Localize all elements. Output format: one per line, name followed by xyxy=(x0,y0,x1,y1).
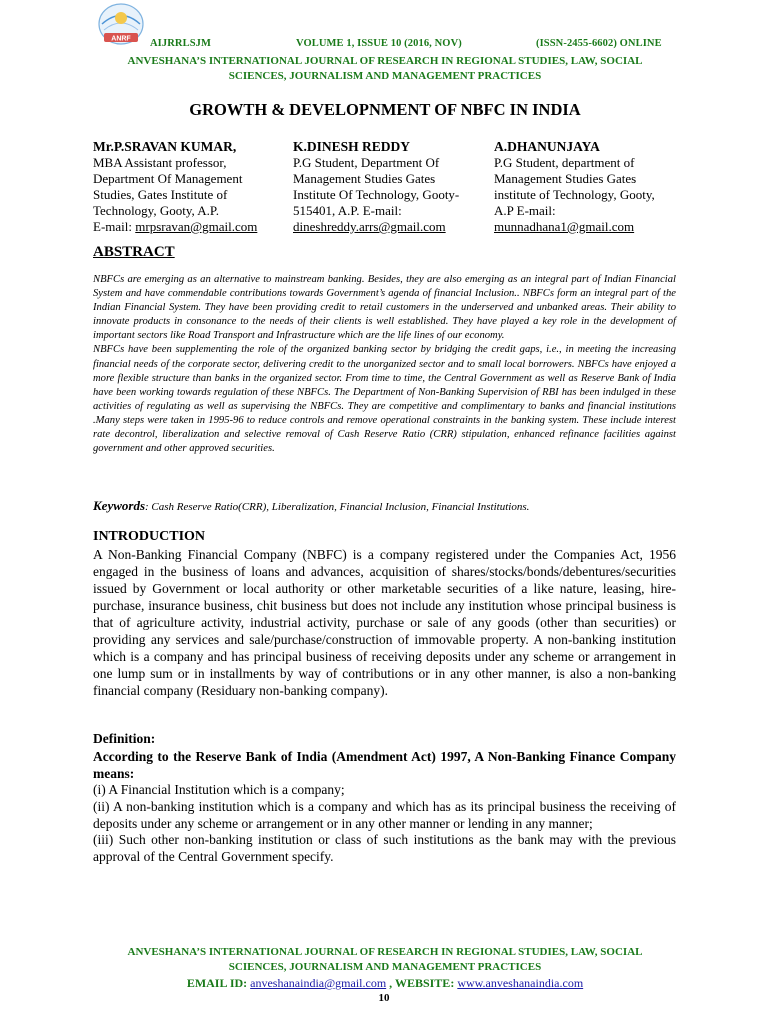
abstract-paragraph-1: NBFCs are emerging as an alternative to mainstream banking. Besides, they are also emerging as an integral part of Indian Financial System and have commendable contributions towards Government’s agenda of financial Inclusion.. NBFCs form an integral part of the Indian Financial System. They have been providing credit to retail customers in the underserved and unbanked areas. Their ability to innovate products in consonance to the needs of their clients is well established. They have played a key role in the development of important sectors like Road Transport and Infrastructure which are the life lines of our economy. xyxy=(93,274,676,342)
author-email[interactable]: munnadhana1@gmail.com xyxy=(494,219,635,234)
definition-item: (iii) Such other non-banking institution or class of such institutions as the bank may with the previous approval of the Central Government specify. xyxy=(93,832,676,865)
author-email[interactable]: dineshreddy.arrs@gmail.com xyxy=(293,219,446,234)
definition-item: (i) A Financial Institution which is a company; xyxy=(93,782,345,797)
author-name: A.DHANUNJAYA xyxy=(494,139,600,154)
author-affiliation: P.G Student, department of Management Studies Gates institute of Technology, Gooty, A.P E-mail: xyxy=(494,155,655,218)
author-name: K.DINESH REDDY xyxy=(293,139,411,154)
logo-text: ANRF xyxy=(111,35,131,43)
footer-website-link[interactable]: www.anveshanaindia.com xyxy=(457,976,584,990)
author-email-label: E-mail: xyxy=(93,219,136,234)
journal-title-line-2: SCIENCES, JOURNALISM AND MANAGEMENT PRACTICES xyxy=(228,70,542,82)
footer-website-label: , WEBSITE: xyxy=(386,976,458,990)
abstract-body xyxy=(93,273,676,456)
definition-list xyxy=(93,782,676,866)
author-3 xyxy=(494,139,676,235)
footer-email-link[interactable]: anveshanaindia@gmail.com xyxy=(250,976,387,990)
author-2 xyxy=(293,139,469,235)
abstract-heading: ABSTRACT xyxy=(93,244,175,260)
volume-info: VOLUME 1, ISSUE 10 (2016, NOV) xyxy=(296,38,462,49)
journal-title-line-1: ANVESHANA’S INTERNATIONAL JOURNAL OF RESEARCH IN REGIONAL STUDIES, LAW, SOCIAL xyxy=(127,55,643,67)
keywords-label: Keywords xyxy=(93,498,145,513)
author-affiliation: MBA Assistant professor, Department Of Management Studies, Gates Institute of Technology, Gooty, A.P. xyxy=(93,155,243,218)
footer-journal-title xyxy=(92,945,678,975)
author-name: Mr.P.SRAVAN KUMAR, xyxy=(93,139,237,154)
introduction-heading: INTRODUCTION xyxy=(93,529,206,544)
keywords-list: : Cash Reserve Ratio(CRR), Liberalization, Financial Inclusion, Financial Institutions. xyxy=(145,501,530,513)
page-number: 10 xyxy=(378,992,390,1004)
author-affiliation: P.G Student, Department Of Management Studies Gates Institute Of Technology, Gooty-515401, A.P. E-mail: xyxy=(293,155,460,218)
footer-journal-line-2: SCIENCES, JOURNALISM AND MANAGEMENT PRACTICES xyxy=(228,961,542,973)
definition-heading: Definition: xyxy=(93,731,156,746)
keywords xyxy=(93,498,676,514)
footer-journal-line-1: ANVESHANA’S INTERNATIONAL JOURNAL OF RESEARCH IN REGIONAL STUDIES, LAW, SOCIAL xyxy=(127,946,643,958)
definition-item: (ii) A non-banking institution which is a company and which has as its principal business the receiving of deposits under any scheme or arrangement or in any other manner or lending in any manner; xyxy=(93,798,676,831)
issn-info: (ISSN-2455-6602) ONLINE xyxy=(536,38,662,49)
footer-contact xyxy=(92,976,678,991)
definition-lead: According to the Reserve Bank of India (Amendment Act) 1997, A Non-Banking Finance Company means: xyxy=(93,749,676,781)
author-1 xyxy=(93,139,278,235)
author-email[interactable]: mrpsravan@gmail.com xyxy=(135,219,258,234)
paper-title: GROWTH & DEVELOPNMENT OF NBFC IN INDIA xyxy=(189,100,581,119)
abstract-paragraph-2: NBFCs have been supplementing the role of the organized banking sector by bridging the credit gaps, i.e., in meeting the increasing financial needs of the corporate sector, delivering credit to the unorganized sector and to small local borrowers. NBFCs have enjoyed a more flexible structure than banks in the organized sector. From time to time, the Central Government as well as Reserve Bank of India have been working towards regulation of these NBFCs. The Department of Non-Banking Supervision of RBI has been indulged in these activities of regulating as well as supervising the NBFCs. They are competitive and complimentary to banks and financial institutions .Many steps were taken in 1995-96 to reduce controls and remove operational constraints in the banking system. These include interest rate decontrol, liberalization and selective removal of Cash Reserve Ratio (CRR) stipulation, enhanced refinance facilities against government and other approved securities. xyxy=(93,344,676,455)
introduction-body: A Non-Banking Financial Company (NBFC) is a company registered under the Companies Act, 1956 engaged in the business of loans and advances, acquisition of shares/stocks/bonds/debentures/securities issued by Government or local authority or other marketable securities of a like nature, leasing, hire-purchase, insurance business, chit business but does not include any institution whose principal business is that of agriculture activity, industrial activity, purchase or sale of any goods (other than securities) or providing any services and sale/purchase/construction of immovable property. A non-banking institution which is a company and has principal business of receiving deposits under any scheme or arrangement in one lump sum or in installments by way of contributions or in any other manner, is also a non-banking financial company (Residuary non-banking company). xyxy=(93,547,676,698)
footer-email-label: EMAIL ID: xyxy=(186,976,251,990)
journal-title-header xyxy=(92,54,678,84)
journal-short-name: AIJRRLSJM xyxy=(150,38,211,49)
journal-logo xyxy=(90,2,152,48)
